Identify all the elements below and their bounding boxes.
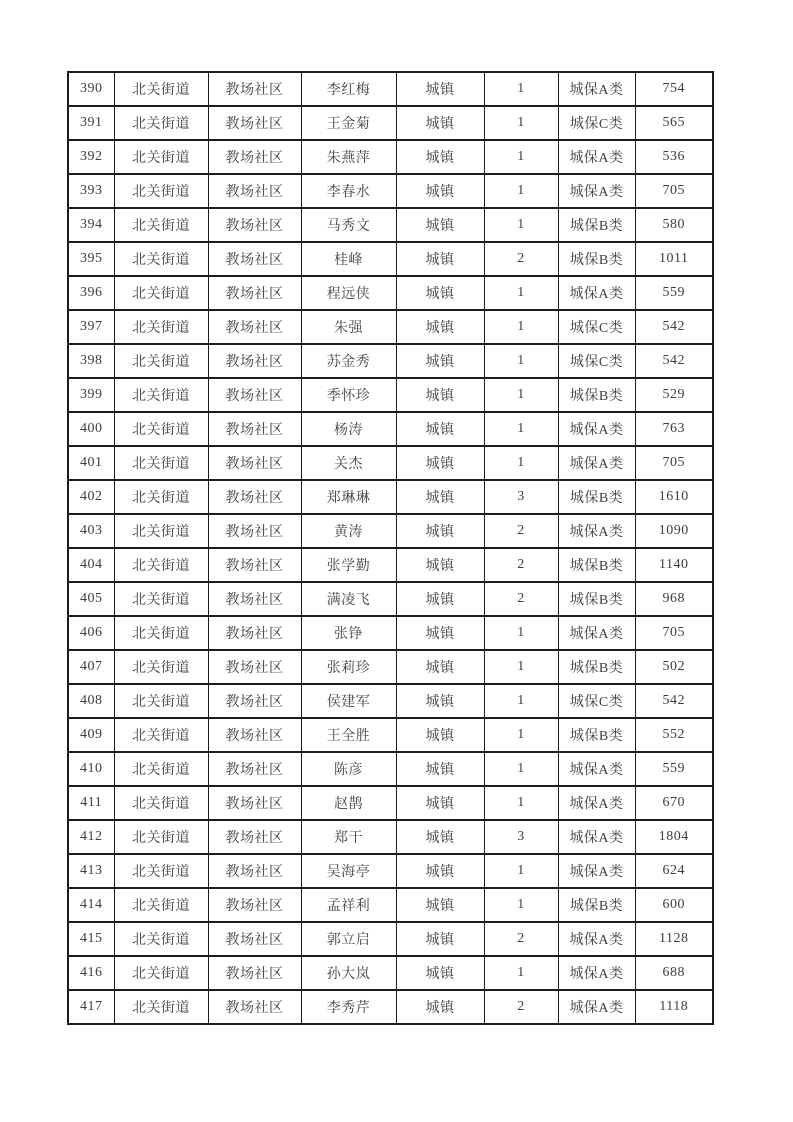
cell-no: 408: [68, 684, 114, 718]
cell-amount: 502: [635, 650, 713, 684]
table-row: [68, 480, 713, 514]
cell-type: 城镇: [396, 956, 484, 990]
cell-amount: 600: [635, 888, 713, 922]
cell-name: 季怀珍: [301, 378, 396, 412]
cell-category: 城保A类: [558, 140, 635, 174]
cell-type: 城镇: [396, 106, 484, 140]
cell-name: 王金菊: [301, 106, 396, 140]
cell-type: 城镇: [396, 480, 484, 514]
cell-name: 李红梅: [301, 72, 396, 106]
cell-no: 394: [68, 208, 114, 242]
cell-category: 城保B类: [558, 242, 635, 276]
cell-category: 城保A类: [558, 820, 635, 854]
cell-community: 教场社区: [208, 140, 301, 174]
cell-name: 张学勤: [301, 548, 396, 582]
cell-category: 城保B类: [558, 208, 635, 242]
cell-no: 410: [68, 752, 114, 786]
table-row: [68, 140, 713, 174]
cell-amount: 552: [635, 718, 713, 752]
cell-community: 教场社区: [208, 820, 301, 854]
cell-no: 411: [68, 786, 114, 820]
cell-category: 城保A类: [558, 276, 635, 310]
cell-type: 城镇: [396, 344, 484, 378]
cell-street: 北关街道: [114, 616, 208, 650]
cell-type: 城镇: [396, 446, 484, 480]
cell-street: 北关街道: [114, 310, 208, 344]
table-row: [68, 990, 713, 1024]
cell-category: 城保B类: [558, 378, 635, 412]
cell-type: 城镇: [396, 310, 484, 344]
cell-street: 北关街道: [114, 854, 208, 888]
cell-category: 城保B类: [558, 888, 635, 922]
cell-street: 北关街道: [114, 276, 208, 310]
cell-no: 412: [68, 820, 114, 854]
cell-no: 390: [68, 72, 114, 106]
cell-amount: 542: [635, 310, 713, 344]
cell-community: 教场社区: [208, 378, 301, 412]
cell-amount: 705: [635, 616, 713, 650]
cell-category: 城保B类: [558, 650, 635, 684]
cell-street: 北关街道: [114, 922, 208, 956]
cell-no: 391: [68, 106, 114, 140]
table-row: [68, 650, 713, 684]
cell-no: 409: [68, 718, 114, 752]
cell-category: 城保A类: [558, 854, 635, 888]
cell-type: 城镇: [396, 514, 484, 548]
table-row: [68, 514, 713, 548]
cell-amount: 763: [635, 412, 713, 446]
cell-count: 2: [484, 990, 558, 1024]
cell-category: 城保A类: [558, 174, 635, 208]
cell-type: 城镇: [396, 922, 484, 956]
cell-count: 1: [484, 140, 558, 174]
cell-name: 侯建军: [301, 684, 396, 718]
cell-no: 392: [68, 140, 114, 174]
cell-type: 城镇: [396, 276, 484, 310]
cell-category: 城保B类: [558, 582, 635, 616]
cell-name: 孟祥利: [301, 888, 396, 922]
cell-name: 张莉珍: [301, 650, 396, 684]
cell-type: 城镇: [396, 616, 484, 650]
cell-no: 398: [68, 344, 114, 378]
cell-count: 1: [484, 650, 558, 684]
cell-name: 王全胜: [301, 718, 396, 752]
cell-community: 教场社区: [208, 684, 301, 718]
cell-no: 406: [68, 616, 114, 650]
cell-amount: 1140: [635, 548, 713, 582]
cell-category: 城保C类: [558, 344, 635, 378]
table-row: [68, 616, 713, 650]
table-row: [68, 378, 713, 412]
cell-count: 2: [484, 242, 558, 276]
cell-name: 张铮: [301, 616, 396, 650]
cell-no: 413: [68, 854, 114, 888]
cell-amount: 705: [635, 446, 713, 480]
cell-type: 城镇: [396, 582, 484, 616]
cell-count: 1: [484, 888, 558, 922]
cell-category: 城保A类: [558, 956, 635, 990]
cell-street: 北关街道: [114, 72, 208, 106]
table-row: [68, 854, 713, 888]
cell-amount: 542: [635, 684, 713, 718]
cell-name: 苏金秀: [301, 344, 396, 378]
cell-amount: 1128: [635, 922, 713, 956]
cell-type: 城镇: [396, 888, 484, 922]
cell-type: 城镇: [396, 684, 484, 718]
cell-category: 城保A类: [558, 446, 635, 480]
cell-count: 2: [484, 582, 558, 616]
cell-category: 城保A类: [558, 72, 635, 106]
table-row: [68, 888, 713, 922]
table-row: [68, 718, 713, 752]
cell-type: 城镇: [396, 548, 484, 582]
cell-count: 1: [484, 310, 558, 344]
cell-count: 2: [484, 922, 558, 956]
cell-type: 城镇: [396, 208, 484, 242]
cell-name: 孙大岚: [301, 956, 396, 990]
cell-street: 北关街道: [114, 344, 208, 378]
cell-no: 415: [68, 922, 114, 956]
cell-category: 城保A类: [558, 990, 635, 1024]
table-row: [68, 310, 713, 344]
cell-name: 朱燕萍: [301, 140, 396, 174]
cell-street: 北关街道: [114, 208, 208, 242]
cell-count: 1: [484, 276, 558, 310]
cell-type: 城镇: [396, 718, 484, 752]
cell-community: 教场社区: [208, 106, 301, 140]
cell-no: 404: [68, 548, 114, 582]
cell-community: 教场社区: [208, 412, 301, 446]
cell-name: 李春水: [301, 174, 396, 208]
cell-community: 教场社区: [208, 786, 301, 820]
cell-name: 郑琳琳: [301, 480, 396, 514]
cell-community: 教场社区: [208, 650, 301, 684]
cell-community: 教场社区: [208, 310, 301, 344]
cell-street: 北关街道: [114, 446, 208, 480]
cell-amount: 705: [635, 174, 713, 208]
cell-community: 教场社区: [208, 752, 301, 786]
cell-name: 吴海亭: [301, 854, 396, 888]
cell-street: 北关街道: [114, 140, 208, 174]
table-row: [68, 412, 713, 446]
cell-name: 关杰: [301, 446, 396, 480]
cell-category: 城保A类: [558, 752, 635, 786]
cell-category: 城保A类: [558, 922, 635, 956]
cell-name: 赵鹊: [301, 786, 396, 820]
cell-type: 城镇: [396, 242, 484, 276]
cell-community: 教场社区: [208, 616, 301, 650]
cell-count: 2: [484, 514, 558, 548]
cell-street: 北关街道: [114, 106, 208, 140]
cell-name: 郑干: [301, 820, 396, 854]
cell-category: 城保C类: [558, 106, 635, 140]
cell-amount: 624: [635, 854, 713, 888]
table-row: [68, 106, 713, 140]
cell-street: 北关街道: [114, 990, 208, 1024]
cell-street: 北关街道: [114, 480, 208, 514]
cell-count: 1: [484, 854, 558, 888]
subsidy-records-table: [67, 71, 714, 1025]
cell-count: 2: [484, 548, 558, 582]
cell-street: 北关街道: [114, 548, 208, 582]
cell-count: 1: [484, 412, 558, 446]
table-row: [68, 548, 713, 582]
table-row: [68, 820, 713, 854]
cell-count: 1: [484, 718, 558, 752]
cell-count: 3: [484, 480, 558, 514]
table-row: [68, 242, 713, 276]
cell-amount: 542: [635, 344, 713, 378]
cell-no: 416: [68, 956, 114, 990]
table-row: [68, 752, 713, 786]
cell-type: 城镇: [396, 378, 484, 412]
cell-street: 北关街道: [114, 786, 208, 820]
cell-type: 城镇: [396, 650, 484, 684]
cell-no: 400: [68, 412, 114, 446]
table-row: [68, 446, 713, 480]
cell-category: 城保A类: [558, 616, 635, 650]
cell-count: 1: [484, 446, 558, 480]
cell-community: 教场社区: [208, 582, 301, 616]
cell-count: 1: [484, 378, 558, 412]
cell-count: 1: [484, 208, 558, 242]
cell-community: 教场社区: [208, 344, 301, 378]
cell-street: 北关街道: [114, 684, 208, 718]
cell-amount: 1804: [635, 820, 713, 854]
cell-type: 城镇: [396, 990, 484, 1024]
cell-community: 教场社区: [208, 922, 301, 956]
table-row: [68, 344, 713, 378]
cell-no: 405: [68, 582, 114, 616]
table-row: [68, 208, 713, 242]
cell-category: 城保A类: [558, 412, 635, 446]
table-row: [68, 786, 713, 820]
table-row: [68, 582, 713, 616]
cell-category: 城保A类: [558, 514, 635, 548]
cell-community: 教场社区: [208, 514, 301, 548]
cell-name: 李秀芹: [301, 990, 396, 1024]
cell-name: 马秀文: [301, 208, 396, 242]
cell-type: 城镇: [396, 854, 484, 888]
cell-category: 城保C类: [558, 684, 635, 718]
cell-street: 北关街道: [114, 412, 208, 446]
cell-no: 401: [68, 446, 114, 480]
table-row: [68, 956, 713, 990]
cell-category: 城保B类: [558, 480, 635, 514]
cell-community: 教场社区: [208, 72, 301, 106]
cell-count: 1: [484, 616, 558, 650]
cell-street: 北关街道: [114, 650, 208, 684]
cell-no: 396: [68, 276, 114, 310]
cell-count: 1: [484, 752, 558, 786]
cell-no: 414: [68, 888, 114, 922]
cell-count: 3: [484, 820, 558, 854]
cell-community: 教场社区: [208, 854, 301, 888]
cell-amount: 968: [635, 582, 713, 616]
cell-community: 教场社区: [208, 990, 301, 1024]
cell-count: 1: [484, 174, 558, 208]
cell-amount: 559: [635, 276, 713, 310]
cell-name: 朱强: [301, 310, 396, 344]
cell-name: 黄涛: [301, 514, 396, 548]
cell-amount: 1118: [635, 990, 713, 1024]
cell-amount: 670: [635, 786, 713, 820]
cell-street: 北关街道: [114, 956, 208, 990]
cell-name: 桂峰: [301, 242, 396, 276]
table-row: [68, 922, 713, 956]
cell-community: 教场社区: [208, 242, 301, 276]
cell-no: 393: [68, 174, 114, 208]
cell-type: 城镇: [396, 140, 484, 174]
cell-amount: 529: [635, 378, 713, 412]
cell-street: 北关街道: [114, 820, 208, 854]
cell-type: 城镇: [396, 752, 484, 786]
cell-no: 399: [68, 378, 114, 412]
cell-name: 满凌飞: [301, 582, 396, 616]
cell-count: 1: [484, 786, 558, 820]
cell-amount: 536: [635, 140, 713, 174]
cell-street: 北关街道: [114, 582, 208, 616]
cell-amount: 1011: [635, 242, 713, 276]
cell-amount: 754: [635, 72, 713, 106]
cell-type: 城镇: [396, 174, 484, 208]
cell-street: 北关街道: [114, 718, 208, 752]
cell-name: 杨涛: [301, 412, 396, 446]
table-row: [68, 684, 713, 718]
cell-amount: 1090: [635, 514, 713, 548]
cell-no: 395: [68, 242, 114, 276]
cell-street: 北关街道: [114, 174, 208, 208]
cell-community: 教场社区: [208, 174, 301, 208]
cell-amount: 559: [635, 752, 713, 786]
cell-name: 程远侠: [301, 276, 396, 310]
cell-name: 陈彦: [301, 752, 396, 786]
cell-category: 城保B类: [558, 548, 635, 582]
cell-category: 城保C类: [558, 310, 635, 344]
cell-name: 郭立启: [301, 922, 396, 956]
cell-no: 407: [68, 650, 114, 684]
cell-type: 城镇: [396, 72, 484, 106]
cell-street: 北关街道: [114, 888, 208, 922]
cell-street: 北关街道: [114, 752, 208, 786]
cell-community: 教场社区: [208, 446, 301, 480]
cell-amount: 688: [635, 956, 713, 990]
cell-type: 城镇: [396, 412, 484, 446]
records-tbody: [68, 72, 713, 1024]
cell-count: 1: [484, 956, 558, 990]
table-row: [68, 276, 713, 310]
cell-no: 402: [68, 480, 114, 514]
cell-community: 教场社区: [208, 208, 301, 242]
cell-amount: 580: [635, 208, 713, 242]
cell-community: 教场社区: [208, 956, 301, 990]
cell-amount: 565: [635, 106, 713, 140]
cell-type: 城镇: [396, 786, 484, 820]
table-row: [68, 72, 713, 106]
cell-category: 城保B类: [558, 718, 635, 752]
cell-street: 北关街道: [114, 514, 208, 548]
cell-count: 1: [484, 106, 558, 140]
cell-community: 教场社区: [208, 888, 301, 922]
cell-street: 北关街道: [114, 378, 208, 412]
cell-count: 1: [484, 684, 558, 718]
cell-amount: 1610: [635, 480, 713, 514]
cell-community: 教场社区: [208, 276, 301, 310]
cell-no: 397: [68, 310, 114, 344]
cell-count: 1: [484, 344, 558, 378]
cell-type: 城镇: [396, 820, 484, 854]
cell-count: 1: [484, 72, 558, 106]
cell-no: 417: [68, 990, 114, 1024]
cell-community: 教场社区: [208, 548, 301, 582]
cell-street: 北关街道: [114, 242, 208, 276]
cell-no: 403: [68, 514, 114, 548]
cell-community: 教场社区: [208, 480, 301, 514]
table-row: [68, 174, 713, 208]
cell-community: 教场社区: [208, 718, 301, 752]
cell-category: 城保A类: [558, 786, 635, 820]
